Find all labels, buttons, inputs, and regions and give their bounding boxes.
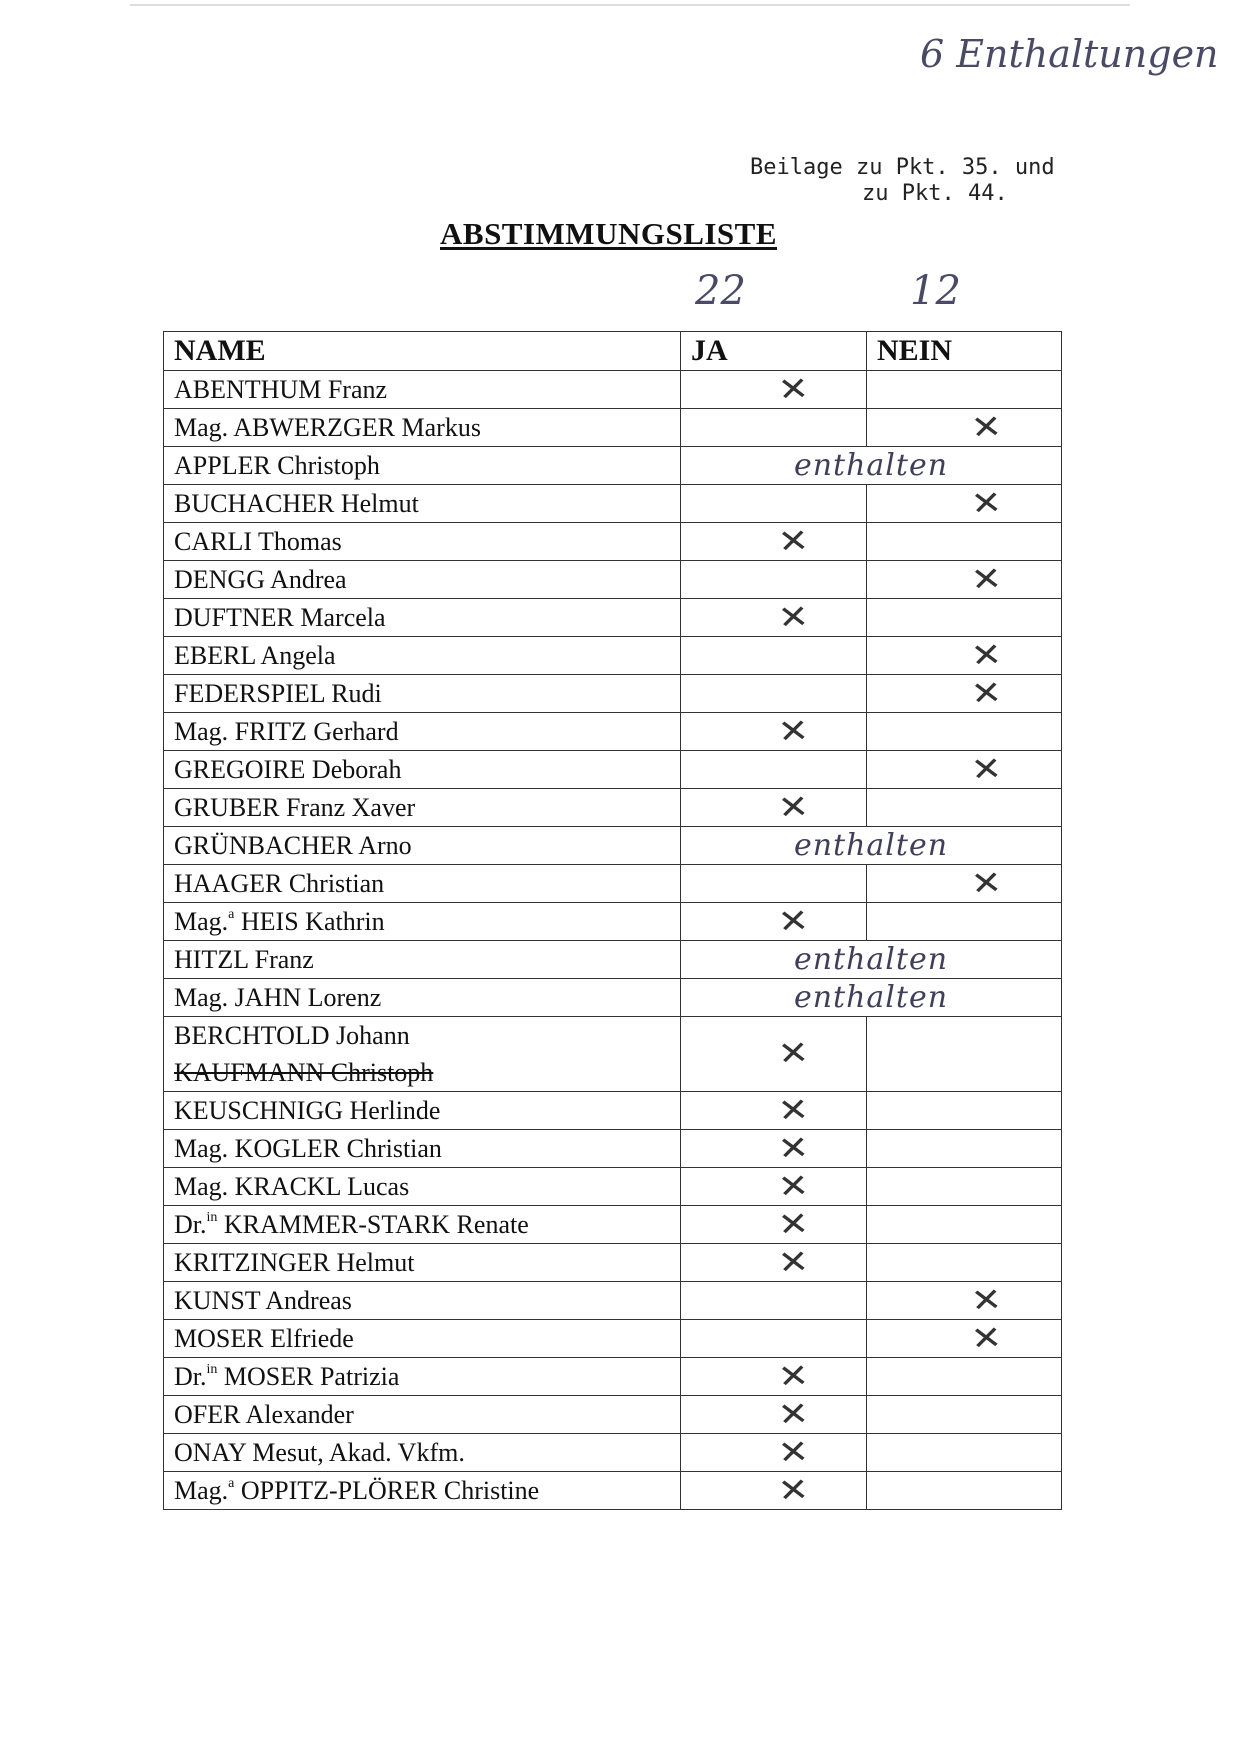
table-row [164,1320,1062,1358]
member-title: Mag. [174,1172,229,1201]
member-name-cell [164,1130,681,1168]
member-name [174,675,670,712]
member-surname-forename: GRUBER Franz Xaver [174,793,416,822]
member-name-cell [164,789,681,827]
member-name [174,865,670,902]
member-title: Dr. [174,1210,207,1239]
handwritten-nein-count: 12 [910,268,961,314]
vote-cell-nein [867,1168,1062,1206]
member-name [174,1092,670,1129]
vote-cell-nein [867,1279,1062,1320]
cross-mark-icon: ✕ [776,1127,811,1168]
member-name-cell [164,637,681,675]
vote-cell-nein [867,1206,1062,1244]
member-name-cell [164,1282,681,1320]
vote-cell-nein [867,1358,1062,1396]
member-name-cell [164,1434,681,1472]
cross-mark-icon: ✕ [776,1033,811,1073]
member-surname-forename: ABWERZGER Markus [233,413,481,442]
member-title: Mag. [174,907,229,936]
table-row [164,1244,1062,1282]
member-title: Mag. [174,1476,229,1505]
vote-cell-ja [681,1393,867,1434]
member-name [174,1472,670,1509]
vote-cell-ja [681,1355,867,1396]
cross-mark-icon: ✕ [969,1317,1004,1358]
vote-cell-ja [681,561,867,599]
vote-cell-ja [681,520,867,561]
member-surname-forename: HAAGER Christian [174,869,385,898]
cross-mark-icon: ✕ [776,900,811,941]
member-name [174,1206,670,1243]
struck-member-name: KAUFMANN Christoph [174,1058,434,1087]
vote-cell-ja [681,900,867,941]
vote-cell-nein [867,482,1062,523]
member-name-cell [164,1358,681,1396]
member-surname-forename: DENGG Andrea [174,565,347,594]
member-name [174,485,670,522]
vote-cell-nein [867,713,1062,751]
vote-cell-ja [681,1469,867,1510]
table-row [164,827,1062,865]
table-row [164,1017,1062,1092]
vote-cell-nein [867,1472,1062,1510]
vote-cell-ja [681,786,867,827]
cross-mark-icon: ✕ [776,1393,811,1434]
member-name [174,1434,670,1471]
member-surname-forename: OPPITZ-PLÖRER Christine [240,1476,540,1505]
cross-mark-icon: ✕ [776,1203,811,1244]
member-surname-forename: MOSER Patrizia [223,1362,400,1391]
member-name [174,941,670,978]
vote-cell-ja [681,409,867,447]
handwritten-ja-count: 22 [695,268,746,314]
member-surname-forename: FRITZ Gerhard [234,717,399,746]
vote-cell-ja [681,865,867,903]
vote-cell-ja [681,675,867,713]
document-title: ABSTIMMUNGSLISTE [440,216,778,251]
member-name-cell [164,865,681,903]
vote-cell-ja [681,1203,867,1244]
table-row [164,485,1062,523]
member-surname-forename: HEIS Kathrin [240,907,385,936]
vote-cell-nein [867,672,1062,713]
vote-cell-nein [867,1434,1062,1472]
vote-cell-ja [681,485,867,523]
member-name-cell [164,903,681,941]
cross-mark-icon: ✕ [969,672,1004,713]
member-surname-forename: ABENTHUM Franz [174,375,388,404]
table-row [164,637,1062,675]
vote-cell-nein [867,1130,1062,1168]
cross-mark-icon: ✕ [776,710,811,751]
vote-cell-ja [681,368,867,409]
member-title: Dr. [174,1362,207,1391]
member-name [174,1320,670,1357]
member-surname-forename: EBERL Angela [174,641,336,670]
member-title-suffix: a [228,907,235,922]
member-name [174,1168,670,1205]
member-name-cell [164,447,681,485]
table-row [164,789,1062,827]
vote-cell-nein [867,599,1062,637]
vote-cell-ja [681,1127,867,1168]
abstention-mark: enthalten [681,827,1062,865]
vote-cell-nein [867,1244,1062,1282]
vote-cell-nein [867,903,1062,941]
vote-cell-ja [681,1431,867,1472]
vote-cell-ja [681,1282,867,1320]
member-name-cell [164,1396,681,1434]
member-name-cell [164,409,681,447]
member-name-cell [164,371,681,409]
table-row [164,941,1062,979]
member-name [174,1017,670,1054]
table-row [164,675,1062,713]
member-name [174,523,670,560]
table-row [164,1396,1062,1434]
cross-mark-icon: ✕ [969,482,1004,523]
table-row [164,751,1062,789]
cross-mark-icon: ✕ [776,1241,811,1282]
member-name [174,1396,670,1433]
vote-cell-ja [681,751,867,789]
cross-mark-icon: ✕ [776,1089,811,1130]
table-row [164,561,1062,599]
member-name [174,789,670,826]
vote-cell-nein [867,1317,1062,1358]
member-name-cell [164,1092,681,1130]
vote-table-header [164,332,1062,371]
cross-mark-icon: ✕ [776,368,811,409]
cross-mark-icon: ✕ [776,786,811,827]
table-row [164,1358,1062,1396]
handwritten-abstention-note: 6 Enthaltungen [920,32,1219,76]
table-row [164,1282,1062,1320]
member-name [174,599,670,636]
table-row [164,1168,1062,1206]
member-name-cell [164,1017,681,1092]
member-name-cell [164,523,681,561]
member-name [174,1358,670,1395]
cross-mark-icon: ✕ [969,1279,1004,1320]
member-name-cell [164,561,681,599]
member-name-cell [164,1320,681,1358]
member-title: Mag. [174,983,229,1012]
abstention-mark: enthalten [681,447,1062,485]
member-surname-forename: APPLER Christoph [174,451,380,480]
vote-table [163,331,1062,1510]
table-row [164,1434,1062,1472]
member-surname-forename: ONAY Mesut, Akad. Vkfm. [174,1438,465,1467]
member-name-cell [164,979,681,1017]
table-row [164,409,1062,447]
scan-top-edge [130,4,1130,6]
vote-cell-ja [681,1241,867,1282]
cross-mark-icon: ✕ [969,634,1004,675]
abstention-mark: enthalten [681,941,1062,979]
cross-mark-icon: ✕ [776,596,811,637]
vote-cell-ja [681,710,867,751]
member-surname-forename: CARLI Thomas [174,527,342,556]
member-name-cell [164,675,681,713]
table-row [164,1130,1062,1168]
vote-cell-nein [867,634,1062,675]
table-row [164,523,1062,561]
table-row [164,1092,1062,1130]
member-surname-forename: KRITZINGER Helmut [174,1248,415,1277]
table-row [164,979,1062,1017]
member-name-cell [164,827,681,865]
cross-mark-icon: ✕ [969,558,1004,599]
member-surname-forename: FEDERSPIEL Rudi [174,679,382,708]
vote-cell-nein [867,748,1062,789]
table-row [164,713,1062,751]
member-name-cell [164,751,681,789]
member-surname-forename: KEUSCHNIGG Herlinde [174,1096,441,1125]
member-title-suffix: a [228,1476,235,1491]
member-title: Mag. [174,1134,229,1163]
cross-mark-icon: ✕ [776,1165,811,1206]
vote-cell-ja [681,1017,867,1092]
member-name [174,827,670,864]
member-surname-forename: BERCHTOLD Johann [174,1021,410,1050]
member-name [174,371,670,408]
vote-cell-nein [867,558,1062,599]
cross-mark-icon: ✕ [776,1355,811,1396]
table-row [164,599,1062,637]
member-name [174,751,670,788]
member-surname-forename: HITZL Franz [174,945,314,974]
cross-mark-icon: ✕ [969,406,1004,447]
member-title-suffix: in [206,1210,218,1225]
table-row [164,447,1062,485]
vote-cell-nein [867,406,1062,447]
member-name [174,447,670,484]
header-ja: JA [681,332,867,371]
member-title: Mag. [174,717,229,746]
member-title: Mag. [174,413,229,442]
member-surname-forename: BUCHACHER Helmut [174,489,419,518]
member-name [174,1130,670,1167]
member-surname-forename: KRAMMER-STARK Renate [223,1210,529,1239]
member-name-cell [164,485,681,523]
member-name [174,409,670,446]
member-name-cell [164,1206,681,1244]
member-name [174,561,670,598]
attachment-note-line-2: zu Pkt. 44. [862,181,1008,206]
header-name: NAME [164,332,681,371]
member-name-cell [164,713,681,751]
vote-cell-nein [867,1396,1062,1434]
member-name [174,903,670,940]
member-surname-forename: GRÜNBACHER Arno [174,831,412,860]
vote-cell-nein [867,523,1062,561]
member-name-cell [164,599,681,637]
member-name [174,1282,670,1319]
member-surname-forename: OFER Alexander [174,1400,354,1429]
cross-mark-icon: ✕ [776,520,811,561]
abstention-mark: enthalten [681,979,1062,1017]
member-title-suffix: in [206,1362,218,1377]
member-name [174,1244,670,1281]
cross-mark-icon: ✕ [776,1431,811,1472]
member-name-cell [164,1168,681,1206]
member-name [174,637,670,674]
table-row [164,1472,1062,1510]
member-name-cell [164,941,681,979]
member-surname-forename: GREGOIRE Deborah [174,755,402,784]
member-surname-forename: MOSER Elfriede [174,1324,354,1353]
vote-cell-nein [867,371,1062,409]
vote-cell-ja [681,596,867,637]
vote-cell-ja [681,637,867,675]
member-surname-forename: DUFTNER Marcela [174,603,386,632]
vote-cell-ja [681,1320,867,1358]
member-surname-forename: KUNST Andreas [174,1286,352,1315]
vote-cell-ja [681,1165,867,1206]
member-surname-forename: JAHN Lorenz [234,983,382,1012]
vote-cell-nein [867,1092,1062,1130]
member-surname-forename: KRACKL Lucas [234,1172,410,1201]
cross-mark-icon: ✕ [969,748,1004,789]
table-row [164,371,1062,409]
cross-mark-icon: ✕ [776,1469,811,1510]
vote-cell-ja [681,1089,867,1130]
member-name [174,979,670,1016]
member-name-cell [164,1244,681,1282]
table-row [164,1206,1062,1244]
vote-cell-nein [867,862,1062,903]
member-name [174,713,670,750]
table-row [164,903,1062,941]
header-nein: NEIN [867,332,1062,371]
cross-mark-icon: ✕ [969,862,1004,903]
vote-cell-nein [867,1017,1062,1092]
member-name-cell [164,1472,681,1510]
attachment-note-line-1: Beilage zu Pkt. 35. und [750,155,1055,180]
vote-cell-nein [867,789,1062,827]
table-row [164,865,1062,903]
member-surname-forename: KOGLER Christian [234,1134,442,1163]
